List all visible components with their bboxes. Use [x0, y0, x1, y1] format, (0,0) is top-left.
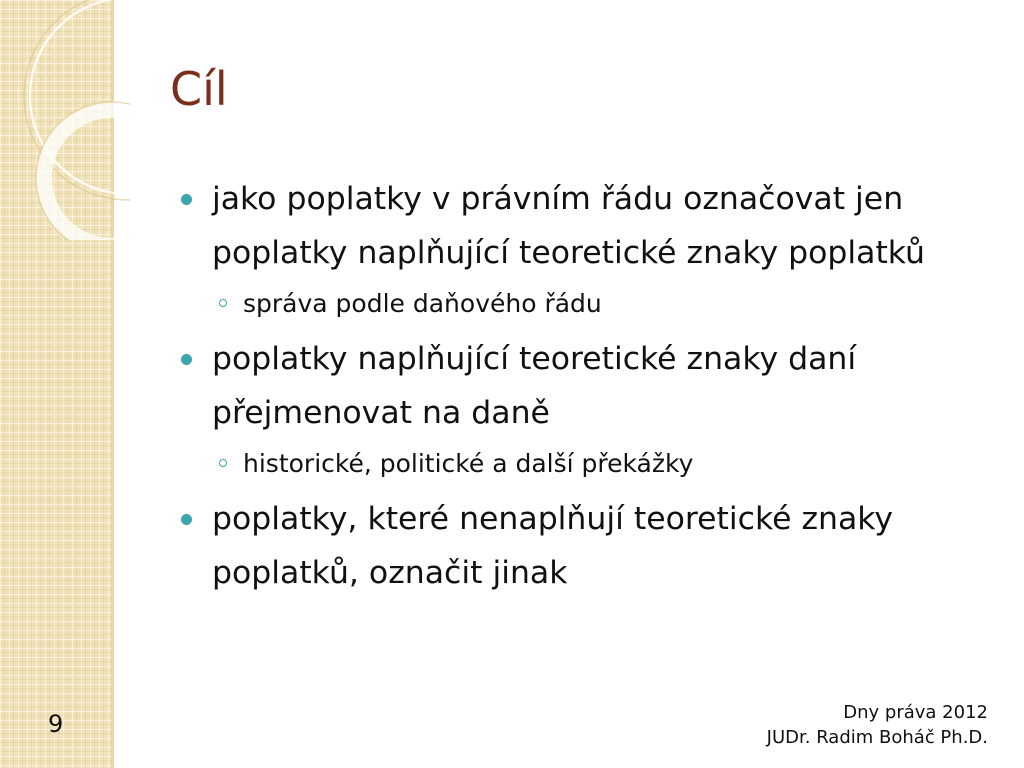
sub-bullet-text: správa podle daňového řádu [243, 289, 602, 318]
sub-bullet-item [181, 442, 981, 486]
bullet-dot-icon [181, 194, 192, 205]
bullet-text: jako poplatky v právním řádu označovat jen poplatky naplňující teoretické znaky poplatků [212, 181, 926, 271]
slide-title: Cíl [170, 62, 228, 116]
bullet-ring-icon [219, 299, 227, 307]
bullet-item [181, 492, 981, 600]
bullet-dot-icon [181, 354, 192, 365]
sub-bullet-item [181, 282, 981, 326]
bullet-text: poplatky naplňující teoretické znaky daní přejmenovat na daně [212, 341, 857, 431]
bullet-text: poplatky, které nenaplňují teoretické znaky poplatků, označit jinak [212, 501, 894, 591]
bullet-dot-icon [181, 514, 192, 525]
bullet-ring-icon [219, 459, 227, 467]
sub-bullet-text: historické, politické a další překážky [243, 449, 694, 478]
decorative-rings [0, 0, 130, 240]
bullet-item [181, 332, 981, 440]
slide-number: 9 [48, 710, 64, 738]
bullet-item [181, 172, 981, 280]
footer [767, 700, 988, 750]
bullet-list [181, 172, 981, 604]
footer-event: Dny práva 2012 [843, 702, 988, 723]
footer-author: JUDr. Radim Boháč Ph.D. [766, 727, 988, 748]
